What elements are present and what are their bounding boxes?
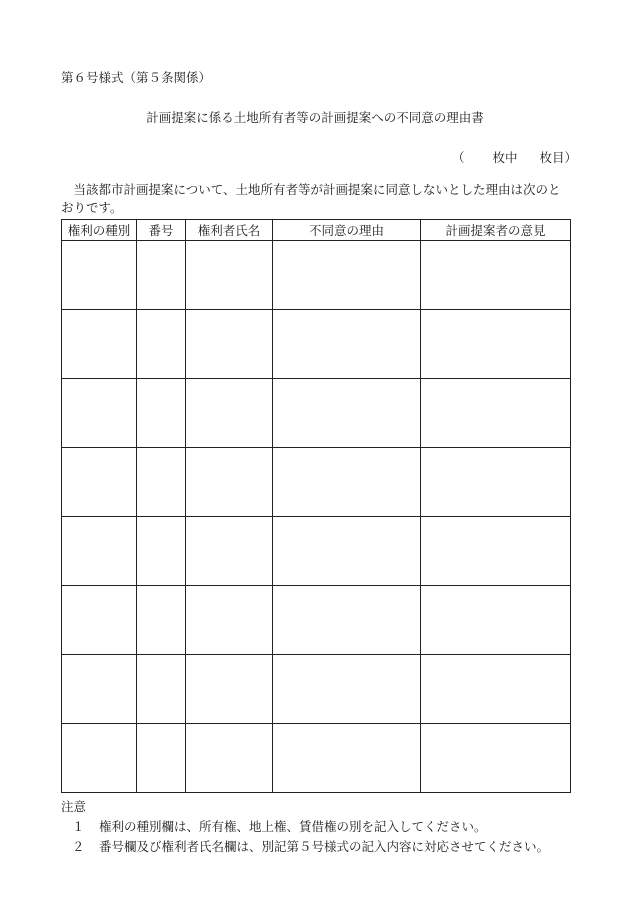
- cell-number[interactable]: [137, 241, 186, 310]
- cell-proposer-opinion[interactable]: [421, 517, 571, 586]
- table-row: [62, 448, 571, 517]
- sheet-count: [452, 148, 577, 166]
- cell-proposer-opinion[interactable]: [421, 241, 571, 310]
- note-number: １: [72, 819, 85, 834]
- cell-disagreement-reason[interactable]: [273, 655, 421, 724]
- cell-proposer-opinion[interactable]: [421, 448, 571, 517]
- cell-right-holder-name[interactable]: [186, 724, 273, 793]
- cell-right-holder-name[interactable]: [186, 586, 273, 655]
- cell-proposer-opinion[interactable]: [421, 724, 571, 793]
- form-number: 第６号様式（第５条関係）: [61, 70, 212, 85]
- cell-right-type[interactable]: [62, 448, 137, 517]
- table-row: [62, 724, 571, 793]
- intro-paragraph: [61, 181, 571, 217]
- cell-right-type[interactable]: [62, 586, 137, 655]
- note-text: 権利の種別欄は、所有権、地上権、賃借権の別を記入してください。: [99, 819, 487, 834]
- note-item: [72, 817, 487, 835]
- cell-right-type[interactable]: [62, 517, 137, 586]
- cell-right-holder-name[interactable]: [186, 448, 273, 517]
- cell-right-holder-name[interactable]: [186, 655, 273, 724]
- cell-right-type[interactable]: [62, 310, 137, 379]
- header-number: 番号: [137, 220, 186, 241]
- cell-number[interactable]: [137, 517, 186, 586]
- cell-proposer-opinion[interactable]: [421, 310, 571, 379]
- header-proposer-opinion: 計画提案者の意見: [421, 220, 571, 241]
- intro-text: 当該都市計画提案について、土地所有者等が計画提案に同意しないとした理由は次のとおりです。: [61, 182, 561, 215]
- cell-number[interactable]: [137, 724, 186, 793]
- header-right-type: 権利の種別: [62, 220, 137, 241]
- cell-disagreement-reason[interactable]: [273, 379, 421, 448]
- table-row: [62, 310, 571, 379]
- cell-disagreement-reason[interactable]: [273, 310, 421, 379]
- cell-right-holder-name[interactable]: [186, 517, 273, 586]
- sheet-count-total: 枚中: [492, 150, 518, 165]
- cell-number[interactable]: [137, 310, 186, 379]
- table-row: [62, 517, 571, 586]
- document-title: 計画提案に係る土地所有者等の計画提案への不同意の理由書: [146, 110, 484, 125]
- cell-number[interactable]: [137, 655, 186, 724]
- header-disagreement-reason: 不同意の理由: [273, 220, 421, 241]
- note-number: ２: [72, 839, 85, 854]
- table-row: [62, 379, 571, 448]
- cell-right-type[interactable]: [62, 655, 137, 724]
- cell-disagreement-reason[interactable]: [273, 517, 421, 586]
- notes-heading: 注意: [61, 799, 87, 814]
- cell-disagreement-reason[interactable]: [273, 241, 421, 310]
- cell-number[interactable]: [137, 448, 186, 517]
- cell-right-type[interactable]: [62, 724, 137, 793]
- cell-disagreement-reason[interactable]: [273, 586, 421, 655]
- note-text: 番号欄及び権利者氏名欄は、別記第５号様式の記入内容に対応させてください。: [99, 839, 550, 854]
- table-row: [62, 655, 571, 724]
- cell-right-holder-name[interactable]: [186, 310, 273, 379]
- sheet-count-current: 枚目）: [539, 150, 578, 165]
- cell-right-type[interactable]: [62, 241, 137, 310]
- table-row: [62, 586, 571, 655]
- cell-number[interactable]: [137, 379, 186, 448]
- cell-proposer-opinion[interactable]: [421, 586, 571, 655]
- table-row: [62, 241, 571, 310]
- cell-disagreement-reason[interactable]: [273, 448, 421, 517]
- cell-right-type[interactable]: [62, 379, 137, 448]
- table-header-row: [62, 220, 571, 241]
- cell-disagreement-reason[interactable]: [273, 724, 421, 793]
- cell-right-holder-name[interactable]: [186, 241, 273, 310]
- reasons-table: [61, 219, 571, 793]
- note-item: [72, 837, 549, 855]
- header-right-holder-name: 権利者氏名: [186, 220, 273, 241]
- cell-right-holder-name[interactable]: [186, 379, 273, 448]
- sheet-count-open: （: [452, 150, 465, 165]
- cell-proposer-opinion[interactable]: [421, 379, 571, 448]
- cell-proposer-opinion[interactable]: [421, 655, 571, 724]
- cell-number[interactable]: [137, 586, 186, 655]
